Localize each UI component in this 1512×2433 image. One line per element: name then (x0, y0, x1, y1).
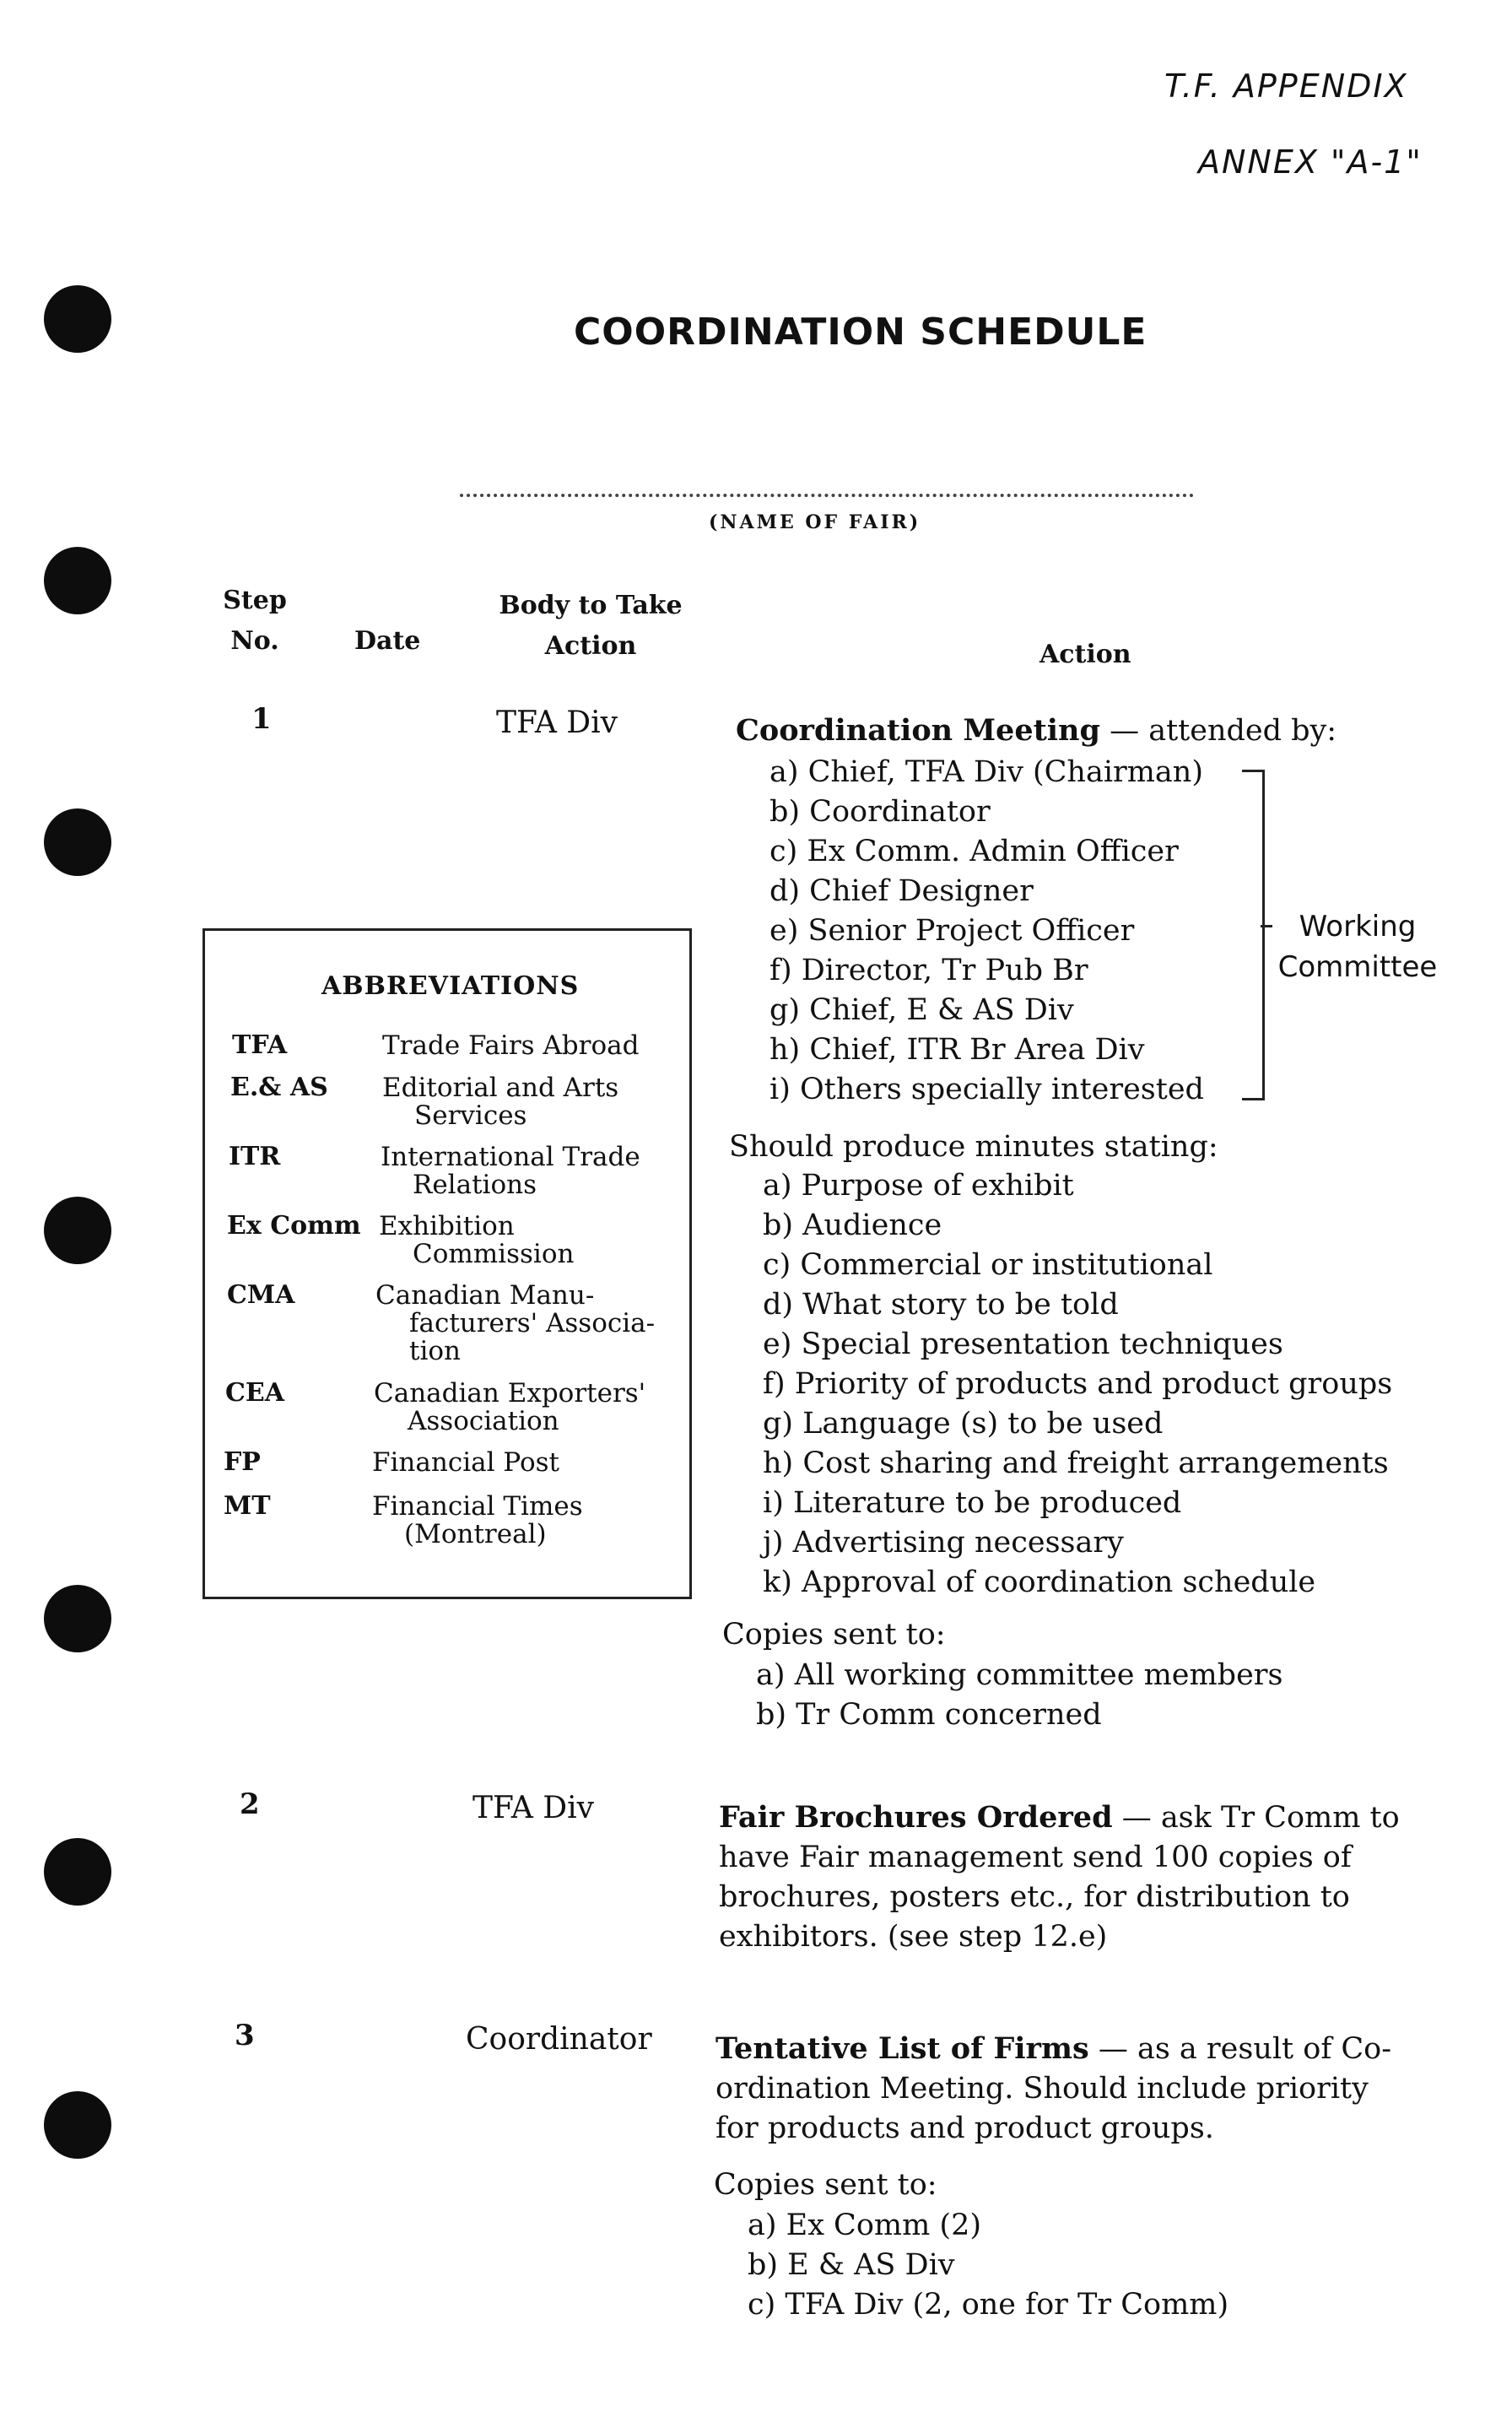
col-body: Body to Take Action (499, 591, 683, 661)
list-item: h) Cost sharing and freight arrangements (763, 1446, 1389, 1480)
abbr-value: Canadian Exporters' Association (374, 1378, 646, 1436)
list-item: b) Coordinator (770, 795, 991, 829)
list-item: d) Chief Designer (770, 874, 1034, 908)
punch-hole (44, 285, 111, 353)
abbr-value: Financial Post (372, 1447, 559, 1478)
abbr-value: Trade Fairs Abroad (382, 1030, 640, 1061)
minutes-list (763, 1166, 1392, 1603)
col-action: Action (1040, 640, 1131, 669)
list-item: c) Commercial or institutional (763, 1248, 1213, 1282)
copies-intro: Copies sent to: (714, 2168, 937, 2202)
list-item: a) Ex Comm (2) (748, 2209, 981, 2242)
step-body: Coordinator (466, 2022, 652, 2057)
list-item: g) Language (s) to be used (763, 1407, 1164, 1441)
copies-intro: Copies sent to: (722, 1618, 946, 1652)
abbreviations-box (202, 928, 692, 1599)
punch-hole (44, 1838, 111, 1906)
punch-hole (44, 1585, 111, 1652)
col-date: Date (354, 626, 421, 656)
page-title: COORDINATION SCHEDULE (574, 311, 1148, 354)
working-committee-label: Working Committee (1277, 910, 1438, 984)
minutes-intro: Should produce minutes stating: (729, 1130, 1218, 1164)
abbr-key: ITR (229, 1142, 281, 1171)
list-item: i) Literature to be produced (763, 1486, 1182, 1520)
list-item: b) Tr Comm concerned (756, 1698, 1102, 1732)
abbr-value: Exhibition Commission (379, 1211, 575, 1269)
abbr-value: International Trade Relations (381, 1142, 640, 1200)
step-paragraph: Tentative List of Firms — as a result of Co- ordination Meeting. Should include priority for products and product groups. (716, 2031, 1392, 2145)
abbr-value: Canadian Manu- facturers' Associa- tion (375, 1280, 656, 1366)
annex-label: ANNEX "A-1" (1198, 143, 1423, 181)
list-item: a) Chief, TFA Div (Chairman) (770, 755, 1203, 789)
list-item: a) All working committee members (756, 1658, 1283, 1692)
abbr-key: E.& AS (230, 1073, 328, 1102)
step-body: TFA Div (472, 1791, 595, 1825)
list-item: c) Ex Comm. Admin Officer (770, 835, 1179, 868)
list-item: i) Others specially interested (770, 1073, 1204, 1106)
list-item: e) Special presentation techniques (763, 1327, 1283, 1361)
step-paragraph: Fair Brochures Ordered — ask Tr Comm to have Fair management send 100 copies of brochures, posters etc., for distribution to exhibitors. (see step 12.e) (719, 1800, 1400, 1954)
punch-hole (44, 808, 111, 876)
abbr-key: CMA (227, 1280, 295, 1310)
col-step: Step No. (223, 586, 287, 656)
list-item: b) E & AS Div (748, 2248, 955, 2282)
copies-list (748, 2206, 1228, 2325)
step-number: 1 (251, 702, 272, 736)
list-item: f) Priority of products and product groups (763, 1367, 1393, 1401)
list-item: c) TFA Div (2, one for Tr Comm) (748, 2288, 1229, 2322)
list-item: k) Approval of coordination schedule (763, 1565, 1316, 1599)
committee-bracket (1242, 770, 1265, 1100)
abbr-key: FP (224, 1447, 261, 1477)
list-item: j) Advertising necessary (763, 1526, 1124, 1560)
abbr-value: Financial Times (Montreal) (372, 1491, 583, 1549)
punch-hole (44, 547, 111, 614)
list-item: a) Purpose of exhibit (763, 1169, 1074, 1203)
list-item: d) What story to be told (763, 1288, 1119, 1322)
abbr-value: Editorial and Arts Services (382, 1073, 619, 1131)
list-item: g) Chief, E & AS Div (770, 993, 1074, 1027)
fair-name-line (460, 494, 1194, 497)
step-heading: Coordination Meeting — attended by: (736, 713, 1337, 748)
abbr-key: Ex Comm (227, 1211, 361, 1241)
step-number: 3 (235, 2019, 255, 2052)
abbr-key: TFA (232, 1030, 288, 1060)
list-item: f) Director, Tr Pub Br (770, 954, 1088, 987)
list-item: e) Senior Project Officer (770, 914, 1135, 948)
copies-list (756, 1656, 1283, 1735)
fair-name-label: (NAME OF FAIR) (709, 511, 921, 533)
abbreviations-title: ABBREVIATIONS (321, 971, 580, 1001)
punch-hole (44, 2091, 111, 2159)
step-number: 2 (240, 1787, 260, 1821)
abbr-key: CEA (225, 1378, 285, 1408)
punch-hole (44, 1197, 111, 1264)
abbr-key: MT (224, 1491, 271, 1521)
step-body: TFA Div (496, 706, 618, 740)
attendee-list (770, 753, 1204, 1110)
list-item: b) Audience (763, 1208, 942, 1242)
list-item: h) Chief, ITR Br Area Div (770, 1033, 1145, 1067)
appendix-label: T.F. APPENDIX (1164, 68, 1408, 105)
